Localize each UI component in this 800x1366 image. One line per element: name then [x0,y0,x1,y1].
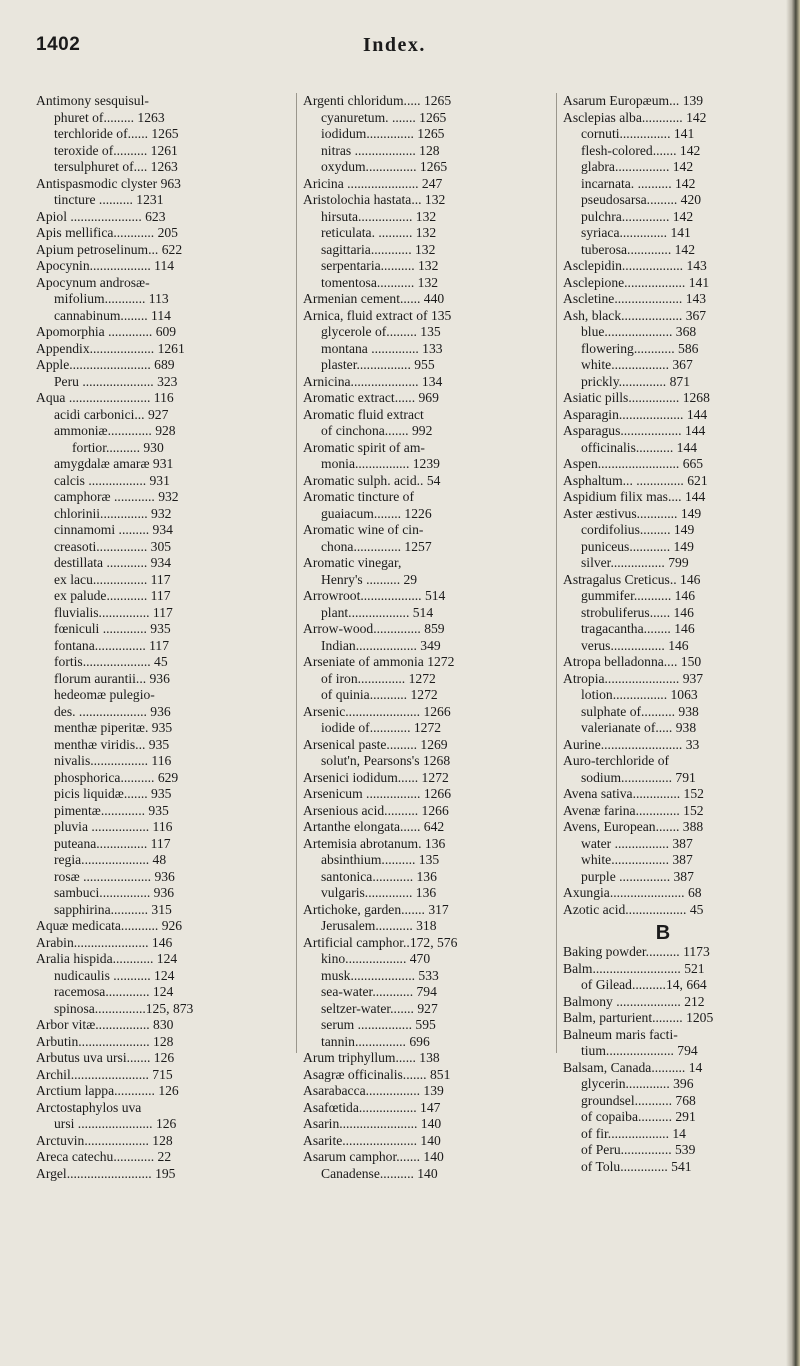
index-entry: groundsel........... 768 [581,1092,696,1108]
index-entry: Avens, European....... 388 [563,819,704,834]
index-entry: Arctostaphylos uva [36,1099,142,1115]
index-entry: Apiol ..................... 623 [36,208,166,224]
index-entry: Artemisia abrotanum. 136 [303,835,446,851]
index-entry: Aristolochia hastata... 132 [303,192,446,207]
index-entry: glabra................ 142 [581,159,694,174]
index-entry: fortior.......... 930 [72,439,164,455]
index-entry: phuret of......... 1263 [54,109,165,125]
index-entry: sulphate of.......... 938 [581,703,699,719]
index-entry: gummifer........... 146 [581,588,696,603]
index-entry: chona.............. 1257 [321,538,432,554]
index-entry: Arsenious acid.......... 1266 [303,802,449,818]
index-entry: Asclepidin.................. 143 [563,258,707,273]
index-entry: destillata ............ 934 [54,555,172,570]
index-entry: Henry's .......... 29 [321,571,418,587]
index-entry: montana .............. 133 [321,340,443,356]
index-entry: vulgaris.............. 136 [321,885,437,900]
index-entry: Asagræ officinalis....... 851 [303,1066,451,1082]
index-entry: teroxide of.......... 1261 [54,142,178,158]
index-entry: picis liquidæ....... 935 [54,786,172,801]
index-entry: ex palude............ 117 [54,588,171,603]
index-entry: ex lacu................ 117 [54,571,171,587]
index-entry: Apple........................ 689 [36,357,175,372]
index-entry: nudicaulis ........... 124 [54,967,175,983]
index-entry: Atropia...................... 937 [563,670,704,686]
index-entry: ammoniæ............. 928 [54,423,176,438]
index-entry: Arsenici iodidum...... 1272 [303,769,449,785]
index-entry: of copaiba.......... 291 [581,1109,696,1124]
index-entry: Aqua ........................ 116 [36,390,174,405]
index-entry: sambuci............... 936 [54,885,175,900]
index-entry: Asparagus.................. 144 [563,423,706,438]
index-entry: Aquæ medicata........... 926 [36,918,183,933]
index-entry: Arsenical paste......... 1269 [303,736,448,752]
index-entry: chlorinii.............. 932 [54,505,172,521]
index-entry: Asarabacca................ 139 [303,1083,444,1098]
index-entry: Ascletine.................... 143 [563,291,707,306]
index-entry: sagittaria............ 132 [321,241,436,257]
index-entry: Apocynum androsæ- [36,274,150,290]
index-entry: tium.................... 794 [581,1043,698,1058]
index-entry: monia................ 1239 [321,456,440,471]
index-entry: Asparagin................... 144 [563,406,708,422]
section-letter-heading: B [655,922,671,944]
index-entry: sapphirina........... 315 [54,901,172,917]
index-entry: fontana............... 117 [54,637,170,653]
index-entry: incarnata. .......... 142 [581,175,696,191]
index-entry: calcis ................. 931 [54,472,170,488]
index-entry: Balmony ................... 212 [563,993,705,1009]
index-entry: seltzer-water....... 927 [321,1000,438,1016]
index-entry: tersulphuret of.... 1263 [54,159,178,174]
index-entry: plant.................. 514 [321,604,434,620]
index-entry: santonica............ 136 [321,868,437,884]
index-entry: rosæ .................... 936 [54,868,175,884]
running-title: Index. [363,34,426,56]
index-entry: Arsenicum ................ 1266 [303,786,452,801]
index-entry: water ................ 387 [581,835,693,851]
index-column-2 [303,93,533,1182]
index-entry: Asarin....................... 140 [303,1116,442,1131]
index-entry: Asarum camphor....... 140 [303,1149,444,1164]
index-entry: Armenian cement...... 440 [303,291,445,306]
index-entry: acidi carbonici... 927 [54,406,169,422]
index-entry: syriaca.............. 141 [581,225,691,240]
index-entry: Aurine........................ 33 [563,736,700,752]
index-entry: serum ................ 595 [321,1017,436,1032]
index-entry: of Tolu.............. 541 [581,1158,692,1174]
index-entry: Arctuvin................... 128 [36,1132,173,1148]
index-entry: Aromatic wine of cin- [303,522,424,537]
index-entry: Asclepione.................. 141 [563,274,710,290]
index-entry: Arum triphyllum...... 138 [303,1050,440,1065]
index-entry: Auro-terchloride of [563,753,670,768]
index-entry: ursi ...................... 126 [54,1116,177,1131]
index-entry: Aromatic extract...... 969 [303,390,439,405]
index-entry: Aromatic vinegar, [303,555,402,570]
index-entry: Artanthe elongata...... 642 [303,819,445,834]
index-entry: serpentaria.......... 132 [321,258,439,273]
index-entry: flowering............ 586 [581,340,699,356]
index-entry: Arbutin..................... 128 [36,1033,174,1049]
index-entry: Arnicina.................... 134 [303,373,443,389]
index-entry: Balm, parturient......... 1205 [563,1010,714,1025]
index-entry: hedeomæ pulegio- [54,687,155,702]
index-entry: regia.................... 48 [54,852,167,867]
page-number: 1402 [36,34,81,55]
index-entry: Balm.......................... 521 [563,960,705,976]
index-entry: Apomorphia ............. 609 [36,324,177,339]
index-entry: of iron.............. 1272 [321,670,436,686]
index-entry: racemosa............. 124 [54,984,174,999]
index-entry: guaiacum........ 1226 [321,505,432,521]
index-entry: Arnica, fluid extract of 135 [303,307,452,323]
index-entry: Artichoke, garden....... 317 [303,901,449,917]
index-entry: tragacantha........ 146 [581,621,695,636]
index-entry: absinthium.......... 135 [321,852,440,867]
index-entry: mifolium............ 113 [54,291,169,306]
index-entry: Aricina ..................... 247 [303,175,443,191]
index-entry: verus................ 146 [581,637,689,653]
column-divider [296,93,297,1053]
index-entry: Axungia...................... 68 [563,885,702,900]
index-entry: Antimony sesquisul- [36,93,149,108]
index-entry: Asafœtida................. 147 [303,1099,441,1115]
index-entry: Indian.................. 349 [321,637,441,653]
index-entry: Arbutus uva ursi....... 126 [36,1050,175,1065]
index-entry: Arseniate of ammonia 1272 [303,654,455,669]
index-entry: nitras .................. 128 [321,142,440,158]
index-entry: amygdalæ amaræ 931 [54,456,174,471]
index-entry: Archil....................... 715 [36,1066,173,1082]
index-column-3 [563,93,793,1175]
index-entry: menthæ viridis... 935 [54,736,170,752]
index-entry: lotion................ 1063 [581,687,698,702]
index-entry: Astragalus Creticus.. 146 [563,571,701,587]
index-entry: Areca catechu............ 22 [36,1149,172,1164]
index-entry: Arsenic...................... 1266 [303,703,451,719]
index-entry: nivalis................. 116 [54,753,172,768]
index-entry: of fir.................. 14 [581,1125,686,1141]
index-entry: glycerin............. 396 [581,1076,694,1091]
index-entry: Antispasmodic clyster 963 [36,175,181,191]
index-entry: tannin............... 696 [321,1033,430,1049]
index-entry: spinosa...............125, 873 [54,1000,194,1016]
index-entry: Aster æstivus............ 149 [563,505,702,521]
index-entry: Aromatic sulph. acid.. 54 [303,472,441,488]
index-entry: fortis.................... 45 [54,654,168,669]
index-entry: menthæ piperitæ. 935 [54,720,173,735]
index-entry: phosphorica.......... 629 [54,769,179,785]
index-entry: florum aurantii... 936 [54,670,170,686]
index-entry: cordifolius......... 149 [581,522,695,537]
index-entry: of Gilead..........14, 664 [581,977,707,992]
index-entry: terchloride of...... 1265 [54,126,179,141]
index-entry: Appendix................... 1261 [36,340,185,356]
index-entry: purple ............... 387 [581,868,694,884]
index-entry: Artificial camphor..172, 576 [303,934,458,950]
index-entry: creasoti............... 305 [54,538,172,554]
index-entry: Apium petroselinum... 622 [36,241,183,257]
index-entry: Balsam, Canada.......... 14 [563,1059,703,1075]
index-entry: iodide of............ 1272 [321,720,442,735]
index-entry: Argel......................... 195 [36,1165,176,1181]
index-entry: Aromatic fluid extract [303,406,424,422]
index-entry: Argenti chloridum..... 1265 [303,93,452,108]
index-entry: Arbor vitæ................ 830 [36,1017,174,1032]
index-entry: Arabin...................... 146 [36,934,173,950]
index-entry: Aromatic tincture of [303,489,414,504]
running-head [36,34,736,62]
index-entry: Peru ..................... 323 [54,373,178,389]
index-entry: Jerusalem........... 318 [321,918,437,933]
index-entry: cinnamomi ......... 934 [54,522,173,537]
index-entry: pluvia ................. 116 [54,819,173,834]
index-entry: Asclepias alba............ 142 [563,109,707,125]
index-entry: Ash, black.................. 367 [563,307,707,323]
index-entry: hirsuta................ 132 [321,208,437,224]
index-column-1 [36,93,266,1182]
index-entry: Arrowroot.................. 514 [303,588,446,603]
index-entry: Asphaltum... .............. 621 [563,472,708,488]
index-entry: silver................ 799 [581,555,689,570]
index-entry: Arrow-wood.............. 859 [303,621,445,636]
index-entry: of Peru............... 539 [581,1142,696,1157]
index-entry: white................. 367 [581,357,693,372]
index-entry: Asarite...................... 140 [303,1132,441,1148]
index-entry: valerianate of..... 938 [581,720,697,735]
index-entry: sea-water............ 794 [321,984,437,999]
index-entry: iodidum.............. 1265 [321,126,445,141]
index-entry: Asarum Europæum... 139 [563,93,704,108]
index-entry: of cinchona....... 992 [321,423,433,438]
index-entry: tomentosa........... 132 [321,274,439,290]
index-entry: cornuti............... 141 [581,126,695,141]
index-entry: prickly.............. 871 [581,373,690,389]
index-entry: Avena sativa.............. 152 [563,786,704,801]
index-entry: blue.................... 368 [581,324,697,339]
index-entry: cannabinum........ 114 [54,307,171,323]
column-divider [556,93,557,1053]
index-entry: fluvialis............... 117 [54,604,173,620]
index-entry: Baking powder.......... 1173 [563,944,710,959]
index-entry: Aralia hispida............ 124 [36,951,178,966]
index-entry: puniceus............ 149 [581,538,694,554]
index-entry: of quinia........... 1272 [321,687,438,702]
index-entry: Asiatic pills............... 1268 [563,390,710,405]
index-entry: cyanuretum. ....... 1265 [321,109,447,125]
index-entry: Aromatic spirit of am- [303,439,425,455]
index-entry: tincture .......... 1231 [54,192,164,207]
index-entry: pulchra.............. 142 [581,208,694,224]
index-entry: reticulata. .......... 132 [321,225,437,240]
index-entry: white................. 387 [581,852,693,867]
index-entry: puteana............... 117 [54,835,171,851]
index-entry: Apocynin.................. 114 [36,258,175,273]
index-entry: pseudosarsa......... 420 [581,192,702,207]
index-entry: Arctium lappa............ 126 [36,1083,179,1098]
index-entry: solut'n, Pearsons's 1268 [321,753,451,768]
index-entry: musk................... 533 [321,967,439,983]
index-entry: sodium............... 791 [581,769,696,785]
index-entry: Aspidium filix mas.... 144 [563,489,706,504]
index-entry: plaster................ 955 [321,357,435,372]
index-entry: Canadense.......... 140 [321,1165,438,1181]
index-entry: Azotic acid.................. 45 [563,901,704,917]
index-entry: oxydum............... 1265 [321,159,448,174]
index-entry: officinalis........... 144 [581,439,698,455]
index-entry: kino.................. 470 [321,951,431,966]
index-entry: Aspen........................ 665 [563,456,704,471]
index-entry: tuberosa............. 142 [581,241,696,257]
index-entry: flesh-colored....... 142 [581,142,701,158]
index-entry: des. .................... 936 [54,703,171,719]
index-entry: Apis mellifica............ 205 [36,225,178,240]
index-entry: pimentæ............. 935 [54,802,169,818]
index-entry: glycerole of......... 135 [321,324,441,339]
index-entry: camphoræ ............ 932 [54,489,179,504]
index-entry: Avenæ farina............. 152 [563,802,704,818]
index-entry: Atropa belladonna.... 150 [563,654,702,669]
index-entry: strobuliferus...... 146 [581,604,694,620]
index-entry: fœniculi ............. 935 [54,621,171,636]
index-entry: Balneum maris facti- [563,1026,678,1042]
